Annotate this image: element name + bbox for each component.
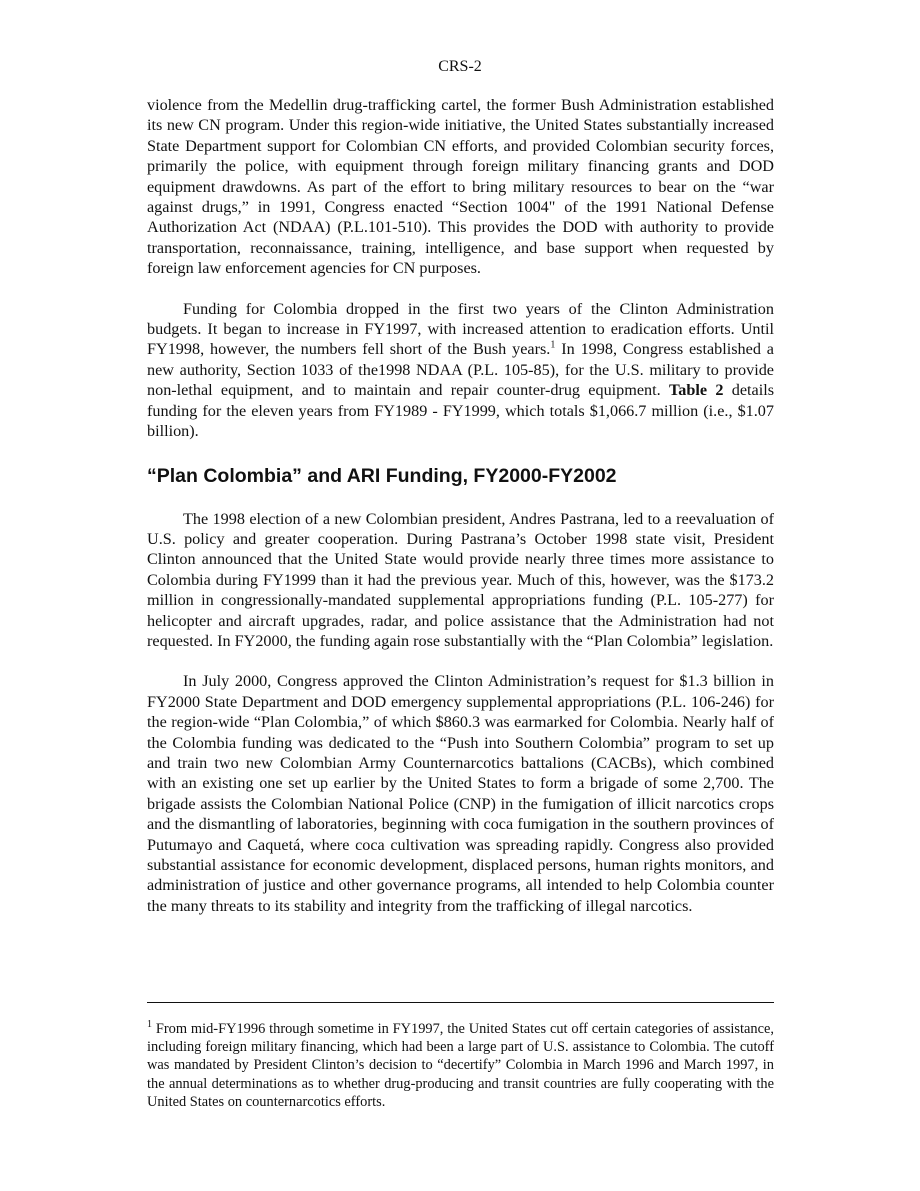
paragraph-text: In 1998, Congress established a new authority, Section 1033 of the1998 NDAA (P.L. 105-85), for the U.S. military to provide non-lethal equipment, and to maintain and repair counter-drug equipment. — [147, 340, 774, 400]
footnote-text: From mid-FY1996 through sometime in FY1997, the United States cut off certain categories of assistance, including foreign military financing, which had been a large part of U.S. assistance to Colombia. The cutoff was mandated by President Clinton’s decision to “decertify” Colombia in March 1996 and March 1997, in the annual determinations as to whether drug-producing and transit countries are fully cooperating with the United States on counternarcotics efforts. — [147, 1021, 774, 1110]
footnote-marker: 1 — [147, 1019, 152, 1031]
footnote-divider — [147, 1002, 774, 1003]
paragraph-plan-colombia: In July 2000, Congress approved the Clinton Administration’s request for $1.3 billion in FY2000 State Department and DOD emergency supplemental appropriations (P.L. 106-246) for the region-wide “Plan Colombia,” of which $860.3 was earmarked for Colombia. Nearly half of the Colombia funding was dedicated to the “Push into Southern Colombia” program to set up and train two new Colombian Army Counternarcotics battalions (CACBs), which combined with an existing one set up earlier by the United States to form a brigade of some 2,700. The brigade assists the Colombian National Police (CNP) in the fumigation of illicit narcotics crops and the dismantling of laboratories, beginning with coca fumigation in the southern provinces of Putumayo and Caquetá, where coca cultivation was spreading rapidly. Congress also provided substantial assistance for economic development, displaced persons, human rights monitors, and administration of justice and other governance programs, all intended to help Colombia counter the many threats to its stability and integrity from the trafficking of illegal narcotics. — [147, 672, 774, 915]
page-number: CRS-2 — [438, 58, 482, 75]
footnote-1 — [147, 1020, 774, 1111]
main-content — [147, 95, 774, 916]
table-reference: Table 2 — [668, 381, 724, 400]
paragraph-pastrana-election: The 1998 election of a new Colombian president, Andres Pastrana, led to a reevaluation of U.S. policy and greater cooperation. During Pastrana’s October 1998 state visit, President Clinton announced that the United State would provide nearly three times more assistance to Colombia during FY1999 than it had the previous year. Much of this, however, was the $173.2 million in congressionally-mandated supplemental appropriations funding (P.L. 105-277) for helicopter and aircraft upgrades, radar, and police assistance that the Administration had not requested. In FY2000, the funding again rose substantially with the “Plan Colombia” legislation. — [147, 509, 774, 650]
section-heading: “Plan Colombia” and ARI Funding, FY2000-FY2002 — [147, 464, 617, 487]
footnote-reference[interactable]: 1 — [550, 340, 556, 352]
paragraph-text: details funding for the eleven years from FY1989 - FY1999, which totals $1,066.7 million (i.e., $1.07 billion). — [147, 381, 774, 441]
paragraph-cn-program: violence from the Medellin drug-trafficking cartel, the former Bush Administration established its new CN program. Under this region-wide initiative, the United States substantially increased State Department support for Colombian CN efforts, and provided Colombian security forces, primarily the police, with equipment through foreign military financing grants and DOD equipment drawdowns. As part of the effort to bring military resources to bear on the “war against drugs,” in 1991, Congress enacted “Section 1004" of the 1991 National Defense Authorization Act (NDAA) (P.L.101-510). This provides the DOD with authority to provide transportation, reconnaissance, training, intelligence, and base support when requested by foreign law enforcement agencies for CN purposes. — [147, 96, 774, 278]
paragraph-clinton-funding — [147, 299, 774, 442]
paragraph-text: Funding for Colombia dropped in the first two years of the Clinton Administration budgets. It began to increase in FY1997, with increased attention to eradication efforts. Until FY1998, however, the numbers fell short of the Bush years. — [147, 299, 774, 359]
footnotes — [147, 1020, 774, 1111]
